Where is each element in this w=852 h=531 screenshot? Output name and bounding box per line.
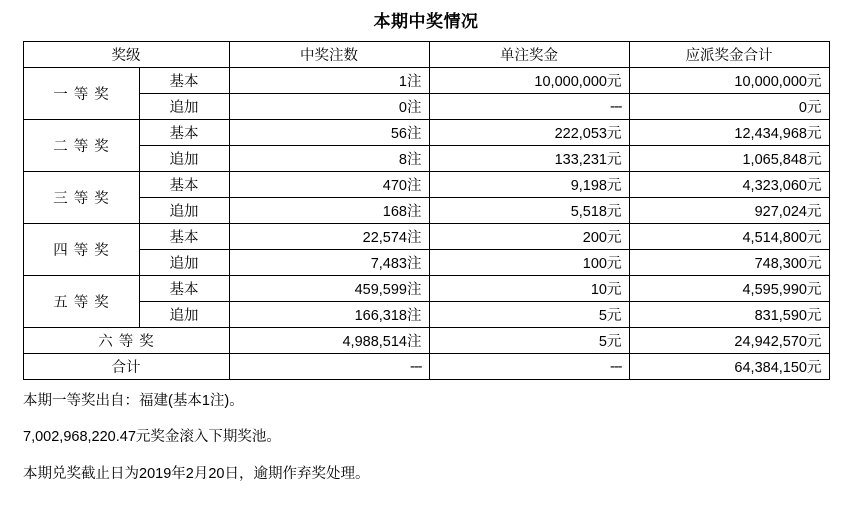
prize-level-label: 四等奖 [23, 224, 139, 276]
notes-section [23, 380, 829, 483]
table-row [23, 120, 829, 146]
winning-count: 4,988,514注 [229, 328, 429, 354]
total-prize: 748,300元 [629, 250, 829, 276]
prize-subtype-label: 基本 [139, 172, 229, 198]
winning-count: 459,599注 [229, 276, 429, 302]
prize-subtype-label: 追加 [139, 250, 229, 276]
total-prize: 10,000,000元 [629, 68, 829, 94]
total-prize: 4,323,060元 [629, 172, 829, 198]
winning-count: 7,483注 [229, 250, 429, 276]
table-header-row [23, 42, 829, 68]
prize-subtype-label: 追加 [139, 94, 229, 120]
column-header-per-bet: 单注奖金 [429, 42, 629, 68]
table-row [23, 302, 829, 328]
winning-count: 470注 [229, 172, 429, 198]
prize-subtype-label: 基本 [139, 120, 229, 146]
total-prize: 4,514,800元 [629, 224, 829, 250]
winning-count: --- [229, 354, 429, 380]
note-first-prize-origin: 本期一等奖出自：福建(基本1注)。 [23, 393, 244, 409]
table-row [23, 198, 829, 224]
prize-subtype-label: 基本 [139, 224, 229, 250]
summary-label: 合计 [23, 354, 229, 380]
total-prize: 12,434,968元 [629, 120, 829, 146]
per-bet-prize: 5元 [429, 302, 629, 328]
table-row [23, 328, 829, 354]
column-header-total: 应派奖金合计 [629, 42, 829, 68]
per-bet-prize: 10,000,000元 [429, 68, 629, 94]
column-header-count: 中奖注数 [229, 42, 429, 68]
prize-level-label: 一等奖 [23, 68, 139, 120]
prize-subtype-label: 追加 [139, 198, 229, 224]
total-prize: 4,595,990元 [629, 276, 829, 302]
table-row [23, 172, 829, 198]
per-bet-prize: 222,053元 [429, 120, 629, 146]
total-prize: 831,590元 [629, 302, 829, 328]
table-row [23, 250, 829, 276]
per-bet-prize: 5,518元 [429, 198, 629, 224]
winning-count: 0注 [229, 94, 429, 120]
per-bet-prize: 5元 [429, 328, 629, 354]
table-row [23, 94, 829, 120]
per-bet-prize: 133,231元 [429, 146, 629, 172]
table-row [23, 276, 829, 302]
prize-level-label: 三等奖 [23, 172, 139, 224]
table-row [23, 224, 829, 250]
per-bet-prize: 100元 [429, 250, 629, 276]
prize-subtype-label: 追加 [139, 146, 229, 172]
note-claim-deadline: 本期兑奖截止日为2019年2月20日，逾期作弃奖处理。 [23, 465, 370, 482]
prize-table [23, 41, 830, 380]
note-rollover-pool: 7,002,968,220.47元奖金滚入下期奖池。 [23, 429, 281, 446]
column-header-level: 奖级 [23, 42, 229, 68]
table-row [23, 146, 829, 172]
prize-level-label: 六等奖 [23, 328, 229, 354]
total-prize: 64,384,150元 [629, 354, 829, 380]
prize-level-label: 二等奖 [23, 120, 139, 172]
page-title: 本期中奖情况 [373, 12, 479, 31]
winning-count: 22,574注 [229, 224, 429, 250]
winning-count: 166,318注 [229, 302, 429, 328]
prize-subtype-label: 追加 [139, 302, 229, 328]
total-prize: 1,065,848元 [629, 146, 829, 172]
per-bet-prize: 200元 [429, 224, 629, 250]
total-prize: 927,024元 [629, 198, 829, 224]
table-total-row [23, 354, 829, 380]
winning-count: 168注 [229, 198, 429, 224]
total-prize: 0元 [629, 94, 829, 120]
prize-level-label: 五等奖 [23, 276, 139, 328]
per-bet-prize: --- [429, 354, 629, 380]
per-bet-prize: --- [429, 94, 629, 120]
table-row [23, 68, 829, 94]
per-bet-prize: 10元 [429, 276, 629, 302]
total-prize: 24,942,570元 [629, 328, 829, 354]
winning-count: 56注 [229, 120, 429, 146]
per-bet-prize: 9,198元 [429, 172, 629, 198]
winning-count: 8注 [229, 146, 429, 172]
prize-subtype-label: 基本 [139, 68, 229, 94]
winning-count: 1注 [229, 68, 429, 94]
prize-subtype-label: 基本 [139, 276, 229, 302]
